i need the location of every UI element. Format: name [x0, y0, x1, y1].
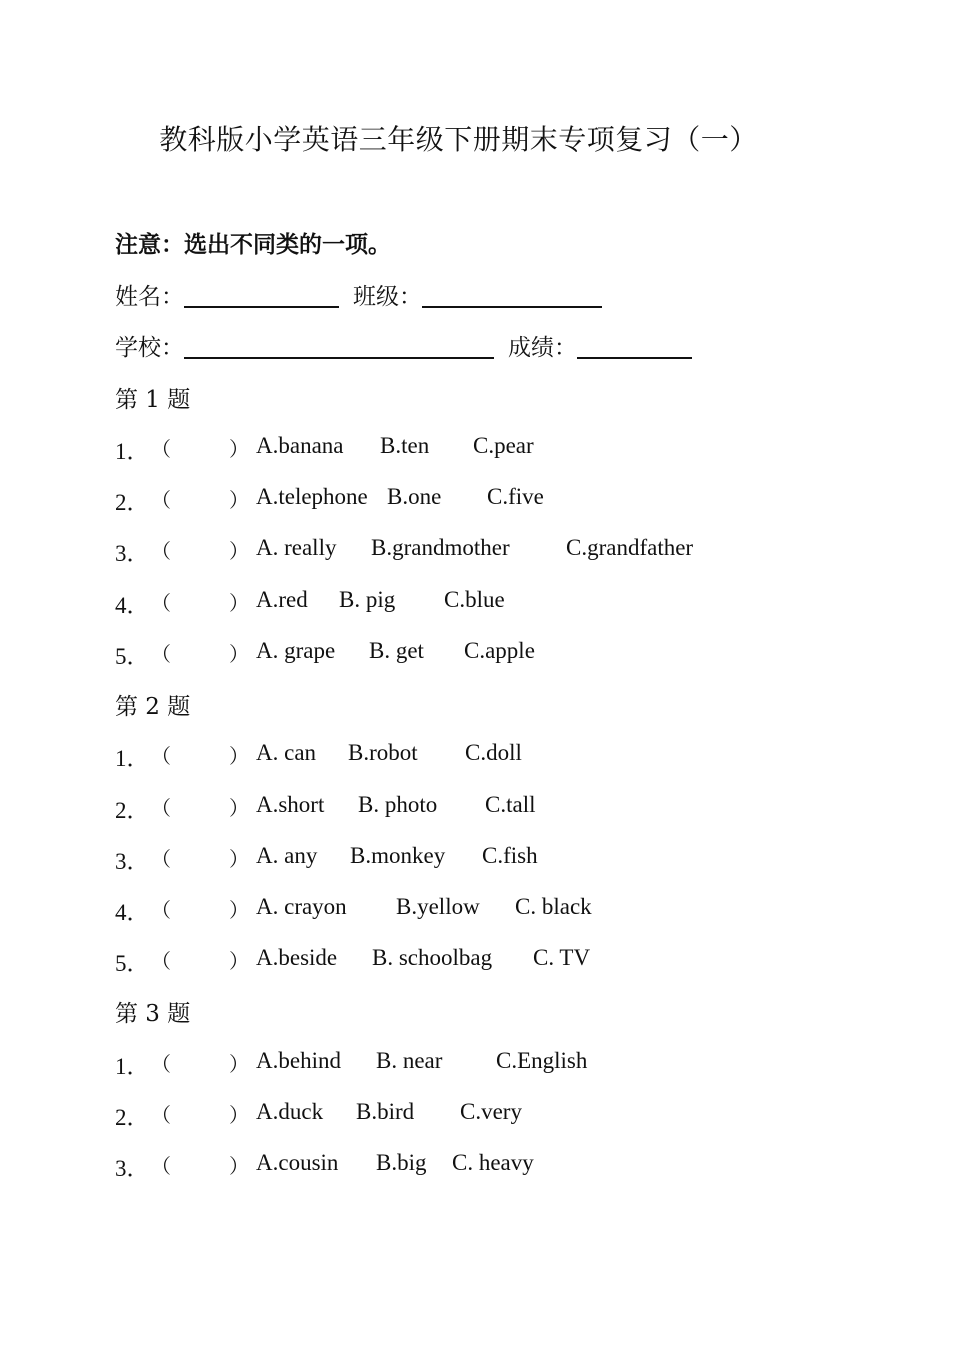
answer-blank-close: ） [229, 1154, 249, 1178]
answer-blank-close: ） [229, 642, 249, 666]
section-heading-2: 第 2 题 [115, 694, 191, 720]
name-field[interactable] [184, 282, 339, 308]
name-label: 姓名： [115, 284, 184, 310]
answer-blank-open[interactable]: （ [151, 898, 171, 922]
option-c: C.grandfather [566, 535, 694, 560]
school-score-row [115, 329, 692, 362]
answer-blank-open[interactable]: （ [151, 539, 171, 563]
answer-blank-close: ） [229, 488, 249, 512]
option-a: A.cousin [256, 1150, 339, 1175]
question-number: 2． [115, 798, 150, 823]
option-c: C. heavy [452, 1150, 534, 1175]
option-a: A.telephone [256, 484, 368, 509]
section-heading-3: 第 3 题 [115, 1001, 191, 1027]
option-c: C.tall [485, 792, 536, 817]
question-number: 5． [115, 951, 150, 976]
option-a: A.duck [256, 1099, 324, 1124]
option-c: C. TV [533, 945, 591, 970]
answer-blank-open[interactable]: （ [151, 642, 171, 666]
answer-blank-close: ） [229, 847, 249, 871]
answer-blank-close: ） [229, 898, 249, 922]
class-field[interactable] [422, 282, 602, 308]
option-a: A.banana [256, 433, 344, 458]
answer-blank-close: ） [229, 539, 249, 563]
question-number: 1． [115, 439, 150, 464]
option-c: C.five [487, 484, 544, 509]
answer-blank-open[interactable]: （ [151, 796, 171, 820]
option-c: C.apple [464, 638, 535, 663]
question-number: 1． [115, 746, 150, 771]
option-c: C.blue [444, 587, 505, 612]
section-heading-1: 第 1 题 [115, 387, 191, 413]
option-b: B. near [376, 1048, 443, 1073]
question-number: 3． [115, 541, 150, 566]
score-field[interactable] [577, 333, 692, 359]
option-b: B.ten [380, 433, 430, 458]
class-label: 班级： [353, 284, 422, 310]
option-b: B. get [369, 638, 424, 663]
score-label: 成绩： [508, 335, 577, 361]
answer-blank-close: ） [229, 437, 249, 461]
option-a: A.short [256, 792, 325, 817]
option-c: C.doll [465, 740, 522, 765]
option-a: A.beside [256, 945, 338, 970]
question-number: 2． [115, 1105, 150, 1130]
option-b: B. schoolbag [372, 945, 493, 970]
instruction-note: 注意：选出不同类的一项。 [115, 232, 391, 258]
option-a: A.behind [256, 1048, 341, 1073]
option-b: B. photo [358, 792, 438, 817]
answer-blank-open[interactable]: （ [151, 1154, 171, 1178]
option-b: B.bird [356, 1099, 415, 1124]
option-c: C.fish [482, 843, 538, 868]
option-b: B.robot [348, 740, 418, 765]
page-title: 教科版小学英语三年级下册期末专项复习（一） [159, 123, 758, 156]
option-c: C. black [515, 894, 592, 919]
answer-blank-open[interactable]: （ [151, 437, 171, 461]
answer-blank-open[interactable]: （ [151, 949, 171, 973]
answer-blank-open[interactable]: （ [151, 744, 171, 768]
question-number: 3． [115, 849, 150, 874]
option-a: A. crayon [256, 894, 347, 919]
question-number: 2． [115, 490, 150, 515]
option-b: B. pig [339, 587, 396, 612]
option-a: A. any [256, 843, 318, 868]
answer-blank-open[interactable]: （ [151, 1052, 171, 1076]
option-a: A. grape [256, 638, 336, 663]
answer-blank-close: ） [229, 744, 249, 768]
option-c: C.pear [473, 433, 534, 458]
option-a: A. really [256, 535, 337, 560]
answer-blank-open[interactable]: （ [151, 847, 171, 871]
name-class-row [115, 278, 602, 311]
answer-blank-close: ） [229, 949, 249, 973]
answer-blank-open[interactable]: （ [151, 591, 171, 615]
question-number: 1． [115, 1054, 150, 1079]
question-number: 3． [115, 1156, 150, 1181]
option-c: C.very [460, 1099, 522, 1124]
option-a: A.red [256, 587, 308, 612]
option-b: B.yellow [396, 894, 480, 919]
option-b: B.big [376, 1150, 427, 1175]
answer-blank-close: ） [229, 796, 249, 820]
answer-blank-close: ） [229, 591, 249, 615]
answer-blank-close: ） [229, 1103, 249, 1127]
option-b: B.grandmother [371, 535, 510, 560]
option-a: A. can [256, 740, 317, 765]
school-label: 学校： [115, 335, 184, 361]
question-number: 4． [115, 593, 150, 618]
question-number: 5． [115, 644, 150, 669]
answer-blank-open[interactable]: （ [151, 488, 171, 512]
answer-blank-open[interactable]: （ [151, 1103, 171, 1127]
school-field[interactable] [184, 333, 494, 359]
question-number: 4． [115, 900, 150, 925]
option-b: B.monkey [350, 843, 446, 868]
answer-blank-close: ） [229, 1052, 249, 1076]
option-c: C.English [496, 1048, 588, 1073]
option-b: B.one [387, 484, 442, 509]
